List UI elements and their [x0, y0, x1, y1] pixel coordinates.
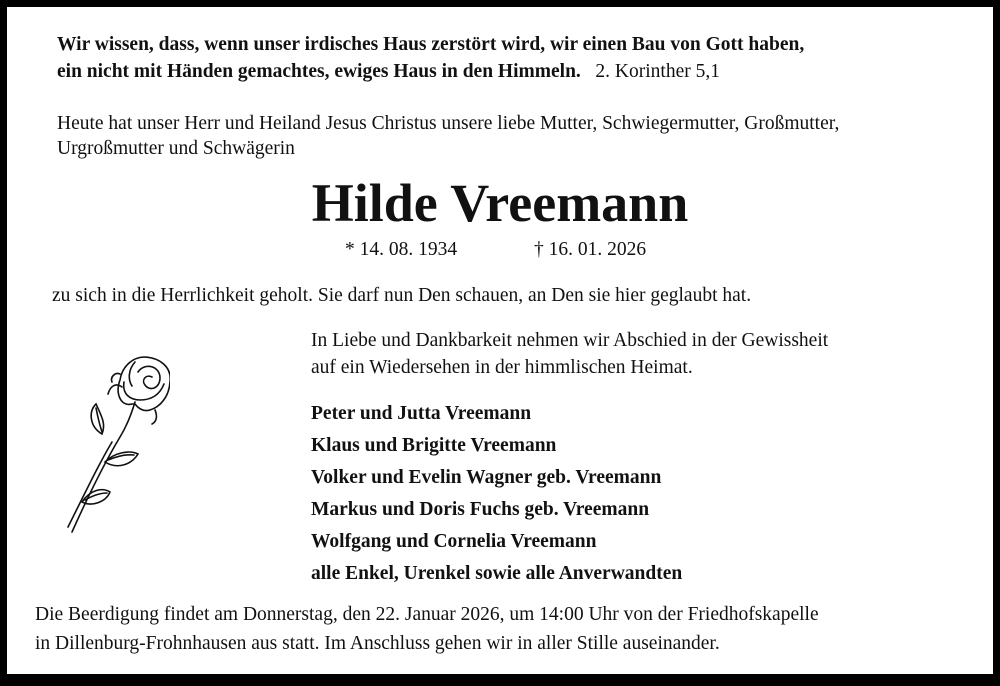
funeral-line-1: Die Beerdigung findet am Donnerstag, den 22. Januar 2026, um 14:00 Uhr von der Friedhofskapelle — [35, 604, 819, 625]
mourner: Klaus und Brigitte Vreemann — [311, 435, 557, 456]
intro-line-2: Urgroßmutter und Schwägerin — [57, 138, 295, 159]
after-name-text: zu sich in die Herrlichkeit geholt. Sie darf nun Den schauen, an Den sie hier geglaubt hat. — [52, 285, 752, 306]
mourner: Markus und Doris Fuchs geb. Vreemann — [311, 499, 650, 520]
birth-date: * 14. 08. 1934 — [345, 239, 458, 260]
rose-icon — [60, 352, 170, 537]
death-date: † 16. 01. 2026 — [534, 239, 647, 260]
deceased-name: Hilde Vreemann — [311, 173, 689, 233]
mourner: Volker und Evelin Wagner geb. Vreemann — [311, 467, 662, 488]
intro-line-1: Heute hat unser Herr und Heiland Jesus Christus unsere liebe Mutter, Schwiegermutter, Großmutter, — [57, 113, 840, 134]
bible-verse-text: ein nicht mit Händen gemachtes, ewiges Haus in den Himmeln. — [57, 61, 581, 82]
mourner: alle Enkel, Urenkel sowie alle Anverwandten — [311, 563, 683, 584]
farewell-line-1: In Liebe und Dankbarkeit nehmen wir Abschied in der Gewissheit — [311, 330, 829, 351]
funeral-line-2: in Dillenburg-Frohnhausen aus statt. Im Anschluss gehen wir in aller Stille auseinander. — [35, 633, 720, 654]
bible-verse-line-2 — [57, 60, 720, 84]
farewell-line-2: auf ein Wiedersehen in der himmlischen Heimat. — [311, 357, 693, 378]
mourner: Peter und Jutta Vreemann — [311, 403, 532, 424]
mourner: Wolfgang und Cornelia Vreemann — [311, 531, 597, 552]
bible-reference: 2. Korinther 5,1 — [595, 61, 720, 82]
bible-verse-line-1: Wir wissen, dass, wenn unser irdisches Haus zerstört wird, wir einen Bau von Gott haben, — [57, 34, 805, 55]
